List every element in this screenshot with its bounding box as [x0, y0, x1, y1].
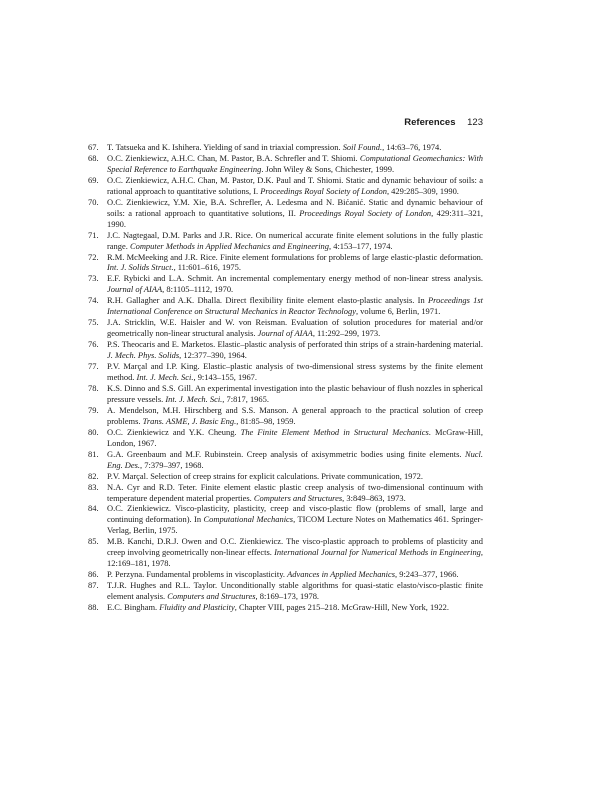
reference-source-title: Proceedings 1st International Conference on Structural Mechanics in Reactor Technology: [107, 295, 483, 317]
reference-number: 78.: [88, 382, 99, 393]
reference-number: 76.: [88, 339, 99, 350]
reference-source-title: J. Mech. Phys. Solids: [107, 350, 180, 361]
reference-source-title: Fluidity and Plasticity: [159, 602, 235, 613]
reference-item: [88, 317, 483, 339]
reference-text: G.A. Greenbaum and M.F. Rubinstein. Creep analysis of axisymmetric bodies using finite elements.: [107, 448, 465, 459]
reference-item: [88, 339, 483, 361]
reference-item: [88, 252, 483, 274]
reference-number: 84.: [88, 503, 99, 514]
reference-item: [88, 175, 483, 197]
reference-source-title: Journal of AIAA: [107, 284, 163, 295]
reference-item: [88, 471, 483, 482]
reference-text: K.S. Dinno and S.S. Gill. An experimental investigation into the plastic behaviour of flush nozzles in spherical pressure vessels.: [107, 382, 483, 404]
reference-text: O.C. Zienkiewicz, A.H.C. Chan, M. Pastor, B.A. Schrefler and T. Shiomi.: [107, 152, 360, 163]
reference-item: [88, 482, 483, 504]
reference-text: , 11:601–616, 1975.: [173, 262, 241, 273]
reference-text: , 81:85–98, 1959.: [236, 415, 296, 426]
reference-text: J.C. Nagtegaal, D.M. Parks and J.R. Rice. On numerical accurate finite element solutions in the fully plastic range.: [107, 229, 483, 251]
reference-number: 67.: [88, 142, 99, 152]
reference-number: 74.: [88, 295, 99, 306]
reference-text: O.C. Zienkiewicz, A.H.C. Chan, M. Pastor, D.K. Paul and T. Shiomi. Static and dynamic behaviour of soils: a rational approach to quantitative solutions, I.: [107, 174, 483, 196]
reference-text: P.S. Theocaris and E. Marketos. Elastic–plastic analysis of perforated thin strips of a strain-hardening material.: [107, 339, 483, 350]
reference-text: , 8:169–173, 1978.: [255, 591, 320, 602]
reference-text: O.C. Zienkiewicz. Visco-plasticity, plasticity, creep and visco-plastic flow (problems of small, large and continuing deformation). In: [107, 503, 483, 525]
reference-number: 69.: [88, 174, 99, 185]
reference-text: R.H. Gallagher and A.K. Dhalla. Direct flexibility finite element elasto-plastic analysis. In: [107, 295, 428, 306]
reference-text: T.J.R. Hughes and R.L. Taylor. Unconditionally stable algorithms for quasi-static elasto/visco-plastic finite element analysis.: [107, 580, 483, 602]
reference-text: , 7:379–397, 1968.: [140, 459, 204, 470]
reference-source-title: Computer Methods in Applied Mechanics and Engineering: [129, 240, 329, 251]
reference-source-title: Nucl. Eng. Des.: [107, 448, 483, 470]
reference-source-title: Computers and Structures: [167, 591, 256, 602]
reference-number: 73.: [88, 273, 99, 284]
reference-source-title: Advances in Applied Mechanics: [287, 569, 395, 580]
reference-text: , 4:153–177, 1974.: [329, 240, 393, 251]
reference-text: R.M. McMeeking and J.R. Rice. Finite element formulations for problems of large elastic-plastic deformation.: [107, 251, 483, 262]
reference-number: 81.: [88, 448, 99, 459]
reference-text: , 429:285–309, 1990.: [386, 185, 459, 196]
reference-text: , 12:377–390, 1964.: [179, 350, 247, 361]
reference-source-title: Int. J. Mech. Sci.: [136, 372, 194, 383]
reference-text: E.F. Rybicki and L.A. Schmit. An incremental complementary energy method of non-linear stress analysis.: [107, 273, 483, 284]
page-number: 123: [467, 117, 483, 128]
reference-text: , volume 6, Berlin, 1971.: [355, 306, 441, 317]
reference-text: , 12:169–181, 1978.: [107, 547, 483, 569]
reference-item: [88, 503, 483, 536]
reference-text: P.V. Marçal and I.P. King. Elastic–plastic analysis of two-dimensional stress systems by the finite element method.: [107, 361, 483, 383]
reference-text: P. Perzyna. Fundamental problems in viscoplasticity.: [107, 569, 288, 580]
reference-number: 68.: [88, 152, 99, 163]
reference-number: 75.: [88, 317, 99, 328]
reference-item: [88, 230, 483, 252]
reference-item: [88, 383, 483, 405]
reference-number: 80.: [88, 426, 99, 437]
reference-number: 87.: [88, 580, 99, 591]
reference-source-title: The Finite Element Method in Structural Mechanics: [240, 426, 429, 437]
reference-text: . John Wiley & Sons, Chichester, 1999.: [261, 163, 395, 174]
reference-number: 70.: [88, 196, 99, 207]
reference-source-title: Int. J. Solids Struct.: [107, 262, 174, 273]
reference-number: 77.: [88, 361, 99, 372]
reference-text: J.A. Stricklin, W.E. Haisler and W. von Reisman. Evaluation of solution procedures for material and/or geometrically non-linear structural analysis.: [107, 317, 483, 339]
reference-text: T. Tatsueka and K. Ishihera. Yielding of sand in triaxial compression.: [107, 142, 343, 152]
reference-text: N.A. Cyr and R.D. Teter. Finite element elastic plastic creep analysis of two-dimensional continuum with temperature dependent material properties.: [107, 481, 483, 503]
reference-number: 79.: [88, 404, 99, 415]
reference-source-title: Int. J. Mech. Sci.: [165, 393, 223, 404]
running-head: [404, 117, 483, 128]
reference-item: [88, 536, 483, 569]
reference-text: , 9:243–377, 1966.: [395, 569, 459, 580]
reference-item: [88, 142, 483, 153]
reference-text: A. Mendelson, M.H. Hirschberg and S.S. Manson. A general approach to the practical solution of creep problems.: [107, 404, 483, 426]
reference-source-title: Journal of AIAA: [257, 328, 313, 339]
reference-text: . McGraw-Hill, London, 1967.: [107, 426, 483, 448]
reference-item: [88, 405, 483, 427]
reference-number: 88.: [88, 602, 99, 613]
reference-text: , 9:143–155, 1967.: [193, 372, 257, 383]
reference-text: , 11:292–299, 1973.: [312, 328, 381, 339]
reference-source-title: Trans. ASME, J. Basic Eng.: [142, 415, 237, 426]
reference-text: , 429:311–321, 1990.: [107, 207, 484, 229]
reference-item: [88, 602, 483, 613]
reference-item: [88, 197, 483, 230]
reference-source-title: Computational Geomechanics: With Special Reference to Earthquake Engineering: [107, 152, 484, 174]
reference-number: 85.: [88, 536, 99, 547]
reference-source-title: International Journal for Numerical Methods in Engineering: [274, 547, 481, 558]
reference-text: , 8:1105–1112, 1970.: [162, 284, 234, 295]
section-title: References: [404, 117, 456, 128]
reference-text: , Chapter VIII, pages 215–218. McGraw-Hill, New York, 1922.: [234, 602, 449, 613]
reference-text: P.V. Marçal. Selection of creep strains for explicit calculations. Private communication, 1972.: [107, 470, 423, 481]
reference-text: O.C. Zienkiewicz, Y.M. Xie, B.A. Schrefler, A. Ledesma and N. Bićanić. Static and dynamic behaviour of soils: a rational approach to quantitative solutions, II.: [107, 196, 483, 218]
reference-text: M.B. Kanchi, D.R.J. Owen and O.C. Zienkiewicz. The visco-plastic approach to problems of plasticity and creep involving geometrically non-linear effects.: [107, 536, 483, 558]
reference-source-title: Proceedings Royal Society of London: [260, 185, 387, 196]
reference-source-title: Computers and Structures: [253, 492, 343, 503]
reference-number: 72.: [88, 251, 99, 262]
reference-item: [88, 153, 483, 175]
reference-item: [88, 427, 483, 449]
reference-list: [88, 142, 483, 613]
reference-source-title: Soil Found.: [342, 142, 383, 152]
reference-number: 83.: [88, 481, 99, 492]
reference-number: 82.: [88, 470, 99, 481]
reference-number: 86.: [88, 569, 99, 580]
reference-text: , 14:63–76, 1974.: [382, 142, 442, 152]
reference-text: , 3:849–863, 1973.: [342, 492, 406, 503]
reference-number: 71.: [88, 229, 99, 240]
reference-item: [88, 580, 483, 602]
reference-source-title: Computational Mechanics: [203, 514, 294, 525]
reference-text: O.C. Zienkiewicz and Y.K. Cheung.: [107, 426, 241, 437]
reference-item: [88, 569, 483, 580]
reference-source-title: Proceedings Royal Society of London: [299, 207, 432, 218]
reference-text: , 7:817, 1965.: [222, 393, 269, 404]
reference-text: , TICOM Lecture Notes on Mathematics 461. Springer-Verlag, Berlin, 1975.: [107, 514, 483, 536]
reference-item: [88, 449, 483, 471]
reference-item: [88, 273, 483, 295]
reference-item: [88, 361, 483, 383]
reference-item: [88, 295, 483, 317]
reference-text: E.C. Bingham.: [107, 602, 160, 613]
